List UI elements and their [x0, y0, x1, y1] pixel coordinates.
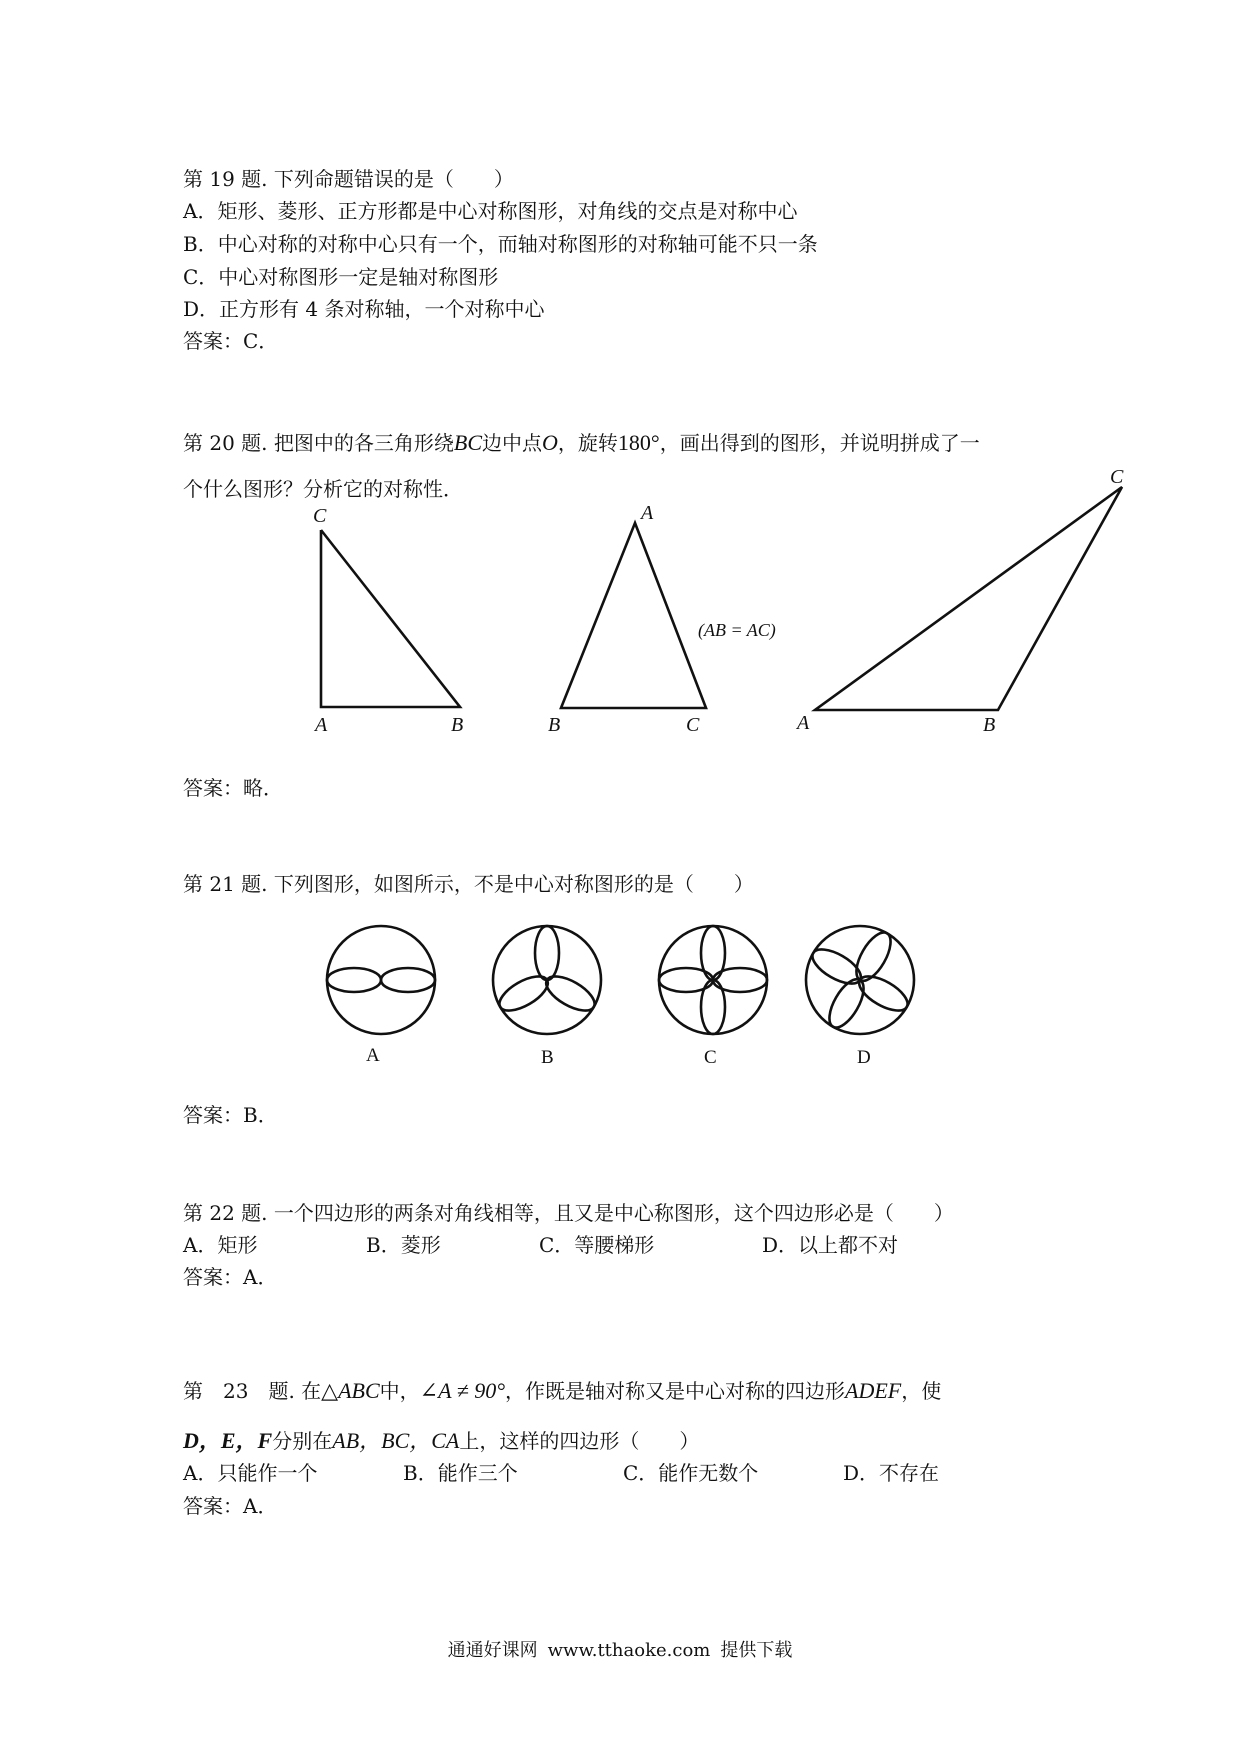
q23-option-b: B．能作三个 [403, 1461, 518, 1485]
q23-option-d: D．不存在 [843, 1461, 940, 1485]
q23-stem-c: ，作既是轴对称又是中心对称的四边形 [505, 1379, 846, 1403]
fig2-label-a: A [641, 502, 654, 524]
q19-option-b: B．中心对称的对称中心只有一个，而轴对称图形的对称轴可能不只一条 [183, 232, 818, 256]
q20-stem-d: ，画出得到的图形，并说明拼成了一 [659, 431, 980, 455]
q23-stem-b: 中， [379, 1379, 420, 1403]
q19-option-a: A．矩形、菱形、正方形都是中心对称图形，对角线的交点是对称中心 [183, 199, 798, 223]
q22-answer: 答案：A． [183, 1265, 278, 1289]
q19-stem: 第 19 题. 下列命题错误的是（ ） [183, 167, 514, 191]
q20-answer: 答案：略． [183, 776, 283, 800]
fig3-label-a: A [797, 712, 810, 734]
q23-triangle: △ABC [321, 1378, 380, 1403]
fig1-label-c: C [313, 505, 327, 527]
q23-stem [183, 1378, 941, 1404]
q23-points: D，E，F [183, 1428, 273, 1453]
q23-stem-a: 第 23 题. 在 [183, 1379, 322, 1403]
figure-c [659, 926, 767, 1034]
fig2-note: (AB = AC) [698, 620, 776, 640]
q22-option-a: A．矩形 [183, 1233, 258, 1257]
fig3-label-c: C [1110, 466, 1124, 488]
q20-stem-a: 第 20 题. 把图中的各三角形绕 [183, 431, 454, 455]
fig1-label-a: A [315, 714, 328, 736]
q23-adef: ADEF [845, 1378, 902, 1403]
figure-d [786, 906, 934, 1054]
q22-option-d: D．以上都不对 [762, 1233, 899, 1257]
q23-l2-a: 分别在 [272, 1429, 333, 1453]
figure-a [327, 926, 435, 1034]
q20-stem-c: ，旋转 [557, 431, 618, 455]
q20-o: O [542, 430, 558, 455]
q19-option-c: C．中心对称图形一定是轴对称图形 [183, 265, 499, 289]
fig2-label-b: B [548, 714, 561, 736]
q21-caption-a: A [366, 1045, 380, 1066]
fig2-label-c: C [686, 714, 700, 736]
q23-option-a: A．只能作一个 [183, 1461, 318, 1485]
q23-stem-line2 [183, 1428, 699, 1454]
q19-answer: 答案：C． [183, 329, 279, 353]
q22-stem: 第 22 题. 一个四边形的两条对角线相等，且又是中心称图形，这个四边形必是（ ） [183, 1201, 954, 1225]
q21-caption-d: D [857, 1047, 871, 1068]
q21-answer: 答案：B． [183, 1103, 278, 1127]
q21-stem: 第 21 题. 下列图形，如图所示，不是中心对称图形的是（ ） [183, 872, 754, 896]
q21-caption-c: C [704, 1047, 717, 1068]
q23-sides: AB，BC，CA [332, 1428, 460, 1453]
footer-site: 通通好课网 [447, 1640, 538, 1661]
fig1-label-b: B [451, 714, 464, 736]
q22-option-b: B．菱形 [366, 1233, 441, 1257]
figure-b [493, 926, 601, 1034]
q20-stem-b: 边中点 [482, 431, 543, 455]
q23-answer: 答案：A． [183, 1494, 278, 1518]
q21-caption-b: B [541, 1047, 554, 1068]
footer-url: www.tthaoke.com [547, 1640, 711, 1661]
q20-deg: 180° [617, 430, 660, 455]
q20-stem-line2: 个什么图形？分析它的对称性． [183, 477, 463, 501]
q19-option-d: D．正方形有 4 条对称轴，一个对称中心 [183, 297, 545, 321]
q20-bc: BC [453, 430, 483, 455]
q23-option-c: C．能作无数个 [623, 1461, 759, 1485]
q23-stem-d: ，使 [901, 1379, 942, 1403]
footer-suffix: 提供下载 [720, 1640, 793, 1661]
fig3-label-b: B [983, 714, 996, 736]
q22-option-c: C．等腰梯形 [539, 1233, 655, 1257]
q23-l2-b: 上，这样的四边形（ ） [459, 1429, 700, 1453]
q23-angle: ∠A ≠ 90° [419, 1378, 506, 1403]
page-footer [0, 1636, 1240, 1662]
